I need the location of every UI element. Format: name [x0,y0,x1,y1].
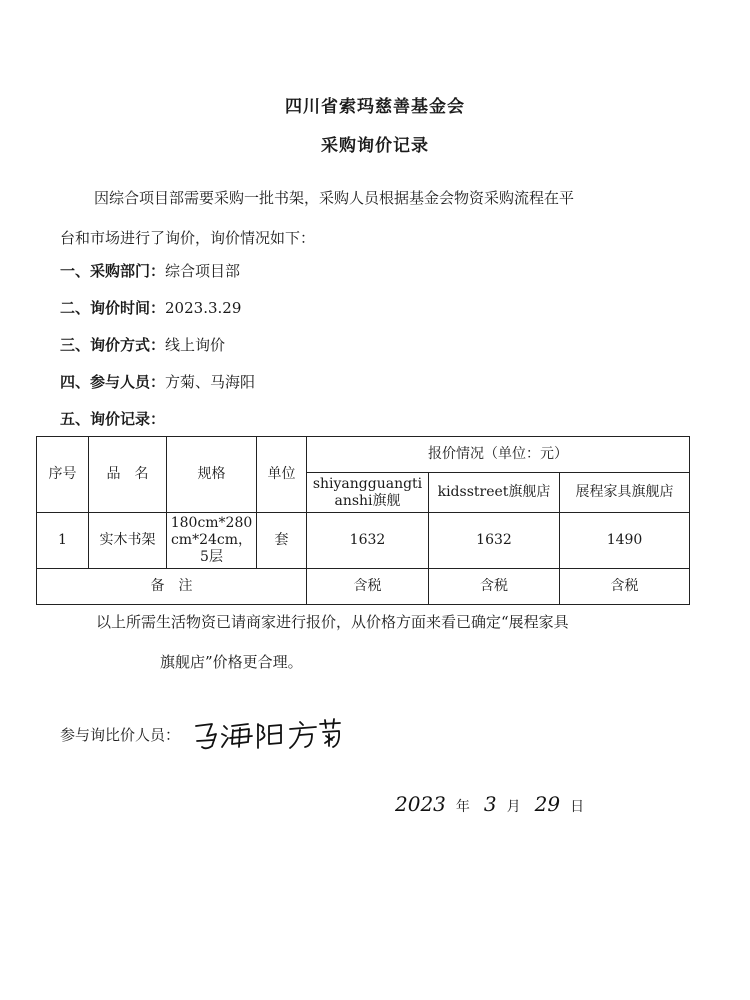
item-inquiry-method [60,334,225,355]
quote-table [36,436,690,605]
remark-label: 备 注 [37,569,307,605]
intro-line-2: 台和市场进行了询价，询价情况如下： [60,229,316,247]
signer-label: 参与询比价人员： [60,726,181,744]
row-name: 实木书架 [89,513,167,569]
header-vendor-2: kidsstreet旗舰店 [429,473,560,513]
row-price-3: 1490 [560,513,690,569]
intro-line-1: 因综合项目部需要采购一批书架，采购人员根据基金会物资采购流程在平 [94,189,575,207]
item-value: 2023.3.29 [165,299,242,317]
header-seq: 序号 [37,437,89,513]
row-unit: 套 [257,513,307,569]
conclusion-line-1: 以上所需生活物资已请商家进行报价，从价格方面来看已确定“展程家具 [96,613,569,631]
date-month: 3 [483,792,497,816]
remark-2: 含税 [429,569,560,605]
item-inquiry-time [60,297,241,318]
item-participants [60,371,255,392]
header-spec: 规格 [167,437,257,513]
remark-3: 含税 [560,569,690,605]
header-name: 品 名 [89,437,167,513]
item-department [60,260,240,281]
conclusion-paragraph [96,602,676,682]
item-label: 五、询价记录： [60,410,166,428]
item-label: 三、询价方式： [60,336,166,354]
table-row [37,513,690,569]
header-vendor-1: shiyangguangtianshi旗舰 [307,473,429,513]
date-day: 29 [534,792,561,816]
item-value: 综合项目部 [165,262,241,280]
item-label: 二、询价时间： [60,299,166,317]
handwritten-signature-icon [192,714,342,758]
row-spec: 180cm*280cm*24cm，5层 [167,513,257,569]
item-inquiry-record [60,408,165,429]
row-price-1: 1632 [307,513,429,569]
header-unit: 单位 [257,437,307,513]
signing-date [395,792,598,816]
conclusion-line-2: 旗舰店”价格更合理。 [160,653,303,671]
date-year-mark: 年 [455,799,470,815]
remark-1: 含税 [307,569,429,605]
signature [192,714,342,762]
item-label: 四、参与人员： [60,373,166,391]
header-quote-group: 报价情况（单位：元） [307,437,690,473]
date-day-mark: 日 [570,799,585,815]
date-month-mark: 月 [506,799,521,815]
org-title: 四川省索玛慈善基金会 [285,97,465,117]
document-title: 采购询价记录 [321,136,429,156]
row-seq: 1 [37,513,89,569]
header-vendor-3: 展程家具旗舰店 [560,473,690,513]
date-year: 2023 [395,792,446,816]
row-price-2: 1632 [429,513,560,569]
remark-row [37,569,690,605]
item-label: 一、采购部门： [60,262,166,280]
item-value: 方菊、马海阳 [165,373,256,391]
item-value: 线上询价 [165,336,226,354]
intro-paragraph [60,178,690,258]
